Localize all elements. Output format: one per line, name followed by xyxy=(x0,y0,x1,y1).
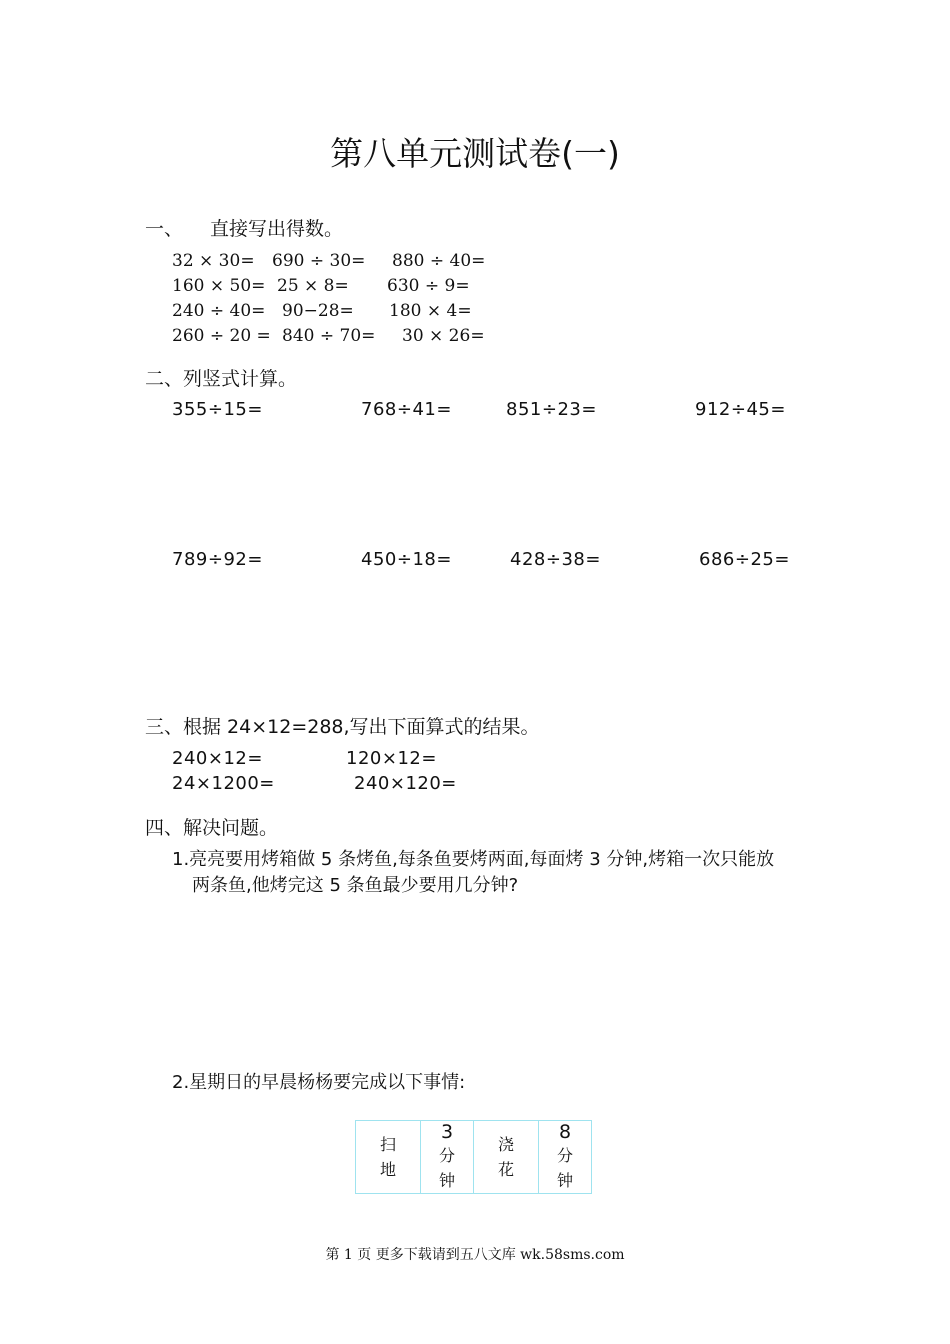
task-name: 扫地 xyxy=(379,1135,396,1179)
vertical-calc-item: 789÷92= xyxy=(172,549,263,570)
oral-item: 880 ÷ 40= xyxy=(392,251,486,271)
vertical-calc-item: 450÷18= xyxy=(361,549,452,570)
section1-heading: 直接写出得数。 xyxy=(210,218,344,240)
duration-cell xyxy=(539,1121,592,1194)
vertical-calc-item: 768÷41= xyxy=(361,399,452,420)
oral-item: 240 ÷ 40= xyxy=(172,301,266,321)
problem-2: 2.星期日的早晨杨杨要完成以下事情: xyxy=(172,1072,466,1093)
page-title: 第八单元测试卷(一) xyxy=(330,134,620,173)
oral-item: 30 × 26= xyxy=(402,326,485,346)
product-item: 240×120= xyxy=(354,773,457,794)
oral-item: 630 ÷ 9= xyxy=(387,276,470,296)
section1-number: 一、 xyxy=(145,218,184,240)
oral-item: 90−28= xyxy=(282,301,354,321)
oral-item: 840 ÷ 70= xyxy=(282,326,376,346)
problem-1-line2: 两条鱼,他烤完这 5 条鱼最少要用几分钟? xyxy=(192,875,519,896)
task-cell xyxy=(356,1121,421,1194)
duration-unit: 分钟 xyxy=(438,1146,455,1190)
section3-heading: 三、根据 24×12=288,写出下面算式的结果。 xyxy=(145,716,540,738)
oral-item: 260 ÷ 20 = xyxy=(172,326,271,346)
oral-item: 180 × 4= xyxy=(389,301,472,321)
chores-table xyxy=(355,1120,592,1194)
oral-item: 160 × 50= xyxy=(172,276,266,296)
vertical-calc-item: 355÷15= xyxy=(172,399,263,420)
oral-item: 690 ÷ 30= xyxy=(272,251,366,271)
task-cell xyxy=(474,1121,539,1194)
product-item: 120×12= xyxy=(346,748,437,769)
page-footer: 第 1 页 更多下载请到五八文库 wk.58sms.com xyxy=(325,1247,625,1263)
problem-1-line1: 1.亮亮要用烤箱做 5 条烤鱼,每条鱼要烤两面,每面烤 3 分钟,烤箱一次只能放 xyxy=(172,849,775,870)
oral-item: 25 × 8= xyxy=(277,276,349,296)
task-name: 浇花 xyxy=(497,1135,514,1179)
vertical-calc-item: 428÷38= xyxy=(510,549,601,570)
table-row xyxy=(356,1121,592,1194)
oral-item: 32 × 30= xyxy=(172,251,255,271)
duration-value: 3 xyxy=(440,1121,454,1143)
duration-value: 8 xyxy=(558,1121,572,1143)
duration-cell xyxy=(421,1121,474,1194)
vertical-calc-item: 851÷23= xyxy=(506,399,597,420)
duration-unit: 分钟 xyxy=(556,1146,573,1190)
section4-heading: 四、解决问题。 xyxy=(145,817,279,839)
vertical-calc-item: 912÷45= xyxy=(695,399,786,420)
vertical-calc-item: 686÷25= xyxy=(699,549,790,570)
product-item: 24×1200= xyxy=(172,773,275,794)
product-item: 240×12= xyxy=(172,748,263,769)
section2-heading: 二、列竖式计算。 xyxy=(145,368,298,390)
